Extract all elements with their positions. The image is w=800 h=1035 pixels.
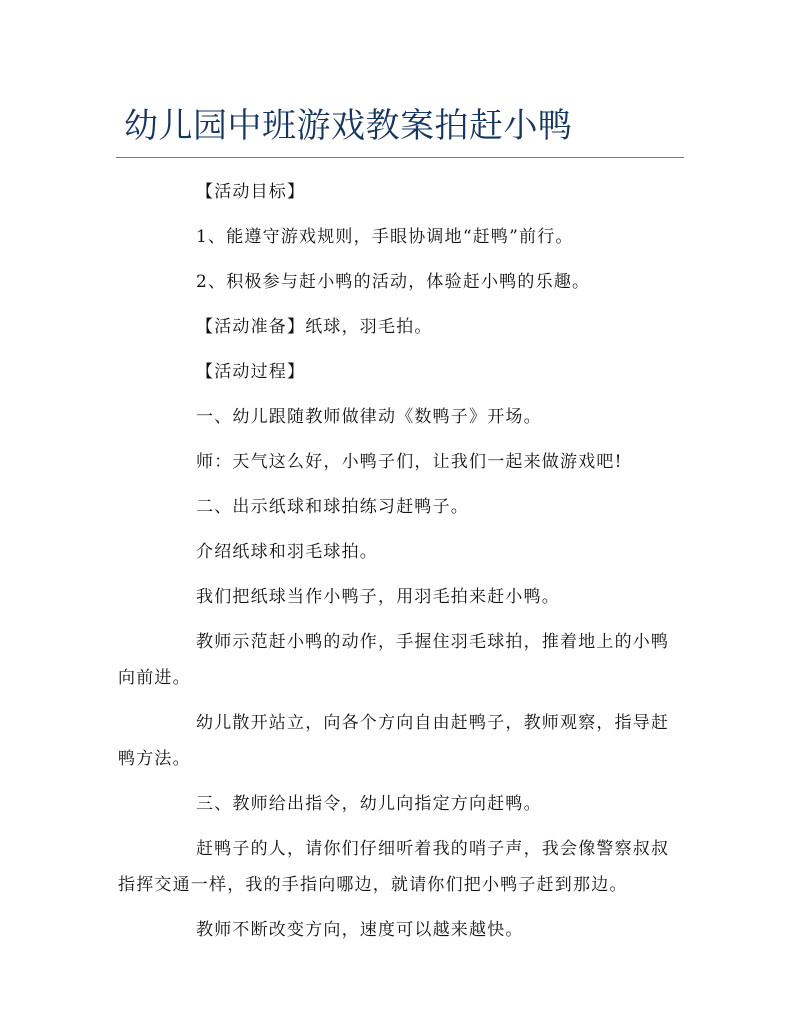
document-title: 幼儿园中班游戏教案拍赶小鸭 [124, 106, 573, 146]
paragraph-introduce-items: 介绍纸球和羽毛球拍。 [196, 542, 378, 562]
paragraph-step-3: 三、教师给出指令，幼儿向指定方向赶鸭。 [196, 794, 542, 814]
paragraph-teacher-demo: 教师示范赶小鸭的动作，手握住羽毛球拍，推着地上的小鸭向前进。 [118, 632, 670, 688]
paragraph-step-1: 一、幼儿跟随教师做律动《数鸭子》开场。 [196, 407, 542, 427]
paragraph-free-practice: 幼儿散开站立，向各个方向自由赶鸭子，教师观察，指导赶鸭方法。 [118, 713, 670, 769]
title-underline [116, 157, 684, 158]
paragraph-activity-preparation: 【活动准备】纸球，羽毛拍。 [196, 317, 433, 337]
paragraph-whistle-instruction: 赶鸭子的人，请你们仔细听着我的哨子声，我会像警察叔叔指挥交通一样，我的手指向哪边，就请你们把小鸭子赶到那边。 [118, 839, 670, 895]
paragraph-activity-process-heading: 【活动过程】 [196, 362, 306, 382]
paragraph-paper-ball-duck: 我们把纸球当作小鸭子，用羽毛拍来赶小鸭。 [196, 587, 560, 607]
paragraph-step-2: 二、出示纸球和球拍练习赶鸭子。 [196, 497, 469, 517]
document-body [118, 174, 674, 957]
paragraph-activity-goals-heading: 【活动目标】 [196, 182, 306, 202]
paragraph-change-direction: 教师不断改变方向，速度可以越来越快。 [196, 920, 524, 940]
paragraph-goal-2: 2、积极参与赶小鸭的活动，体验赶小鸭的乐趣。 [196, 272, 591, 292]
paragraph-goal-1: 1、能遵守游戏规则，手眼协调地“赶鸭”前行。 [196, 227, 574, 247]
paragraph-teacher-line: 师：天气这么好，小鸭子们，让我们一起来做游戏吧! [196, 452, 623, 472]
